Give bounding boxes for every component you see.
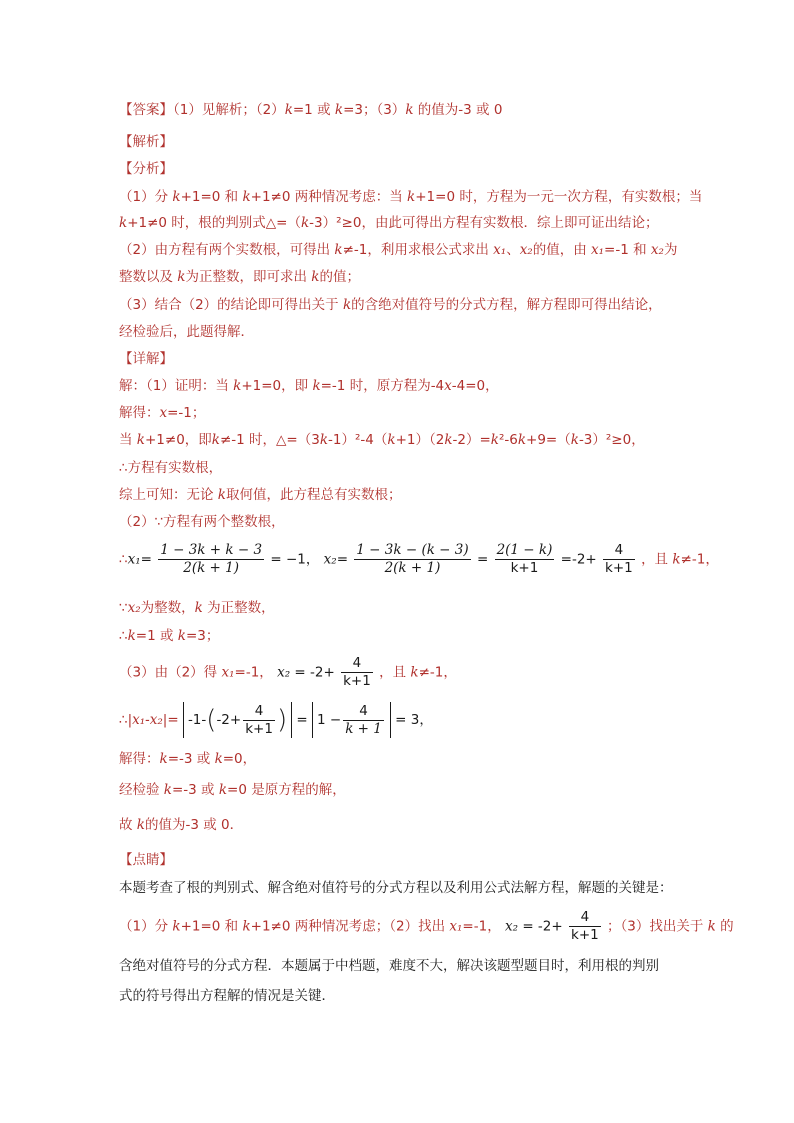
dianjing-line-2: （1）分 k+1=0 和 k+1≠0 两种情况考虑；（2）找出 x₁=-1， x₂ = -2+ $\frac{4}{k+1}$ ；（3）找出关于 k 的 bbox=[119, 909, 734, 943]
dianjing-line-3: 含绝对值符号的分式方程．本题属于中档题，难度不大，解决该题型题目时，利用根的判别 bbox=[119, 958, 659, 974]
solution-line-10: （3）由（2）得 x₁=-1， x₂ = -2+ $\frac{4}{k+1}$ ，且 k≠-1， bbox=[119, 655, 457, 689]
solution-line-4: ∴方程有实数根， bbox=[119, 460, 223, 476]
solution-line-8: ∵x₂为整数，k 为正整数， bbox=[119, 600, 275, 616]
fenxi-line-2: k+1≠0 时，根的判别式△=（k-3）²≥0，由此可得出方程有实数根．综上即可证出结论； bbox=[119, 215, 659, 231]
solution-line-6: （2）∵方程有两个整数根， bbox=[119, 514, 285, 530]
solution-line-12: 解得：k=-3 或 k=0， bbox=[119, 751, 257, 767]
dianjing-line-1: 本题考查了根的判别式、解含绝对值符号的分式方程以及利用公式法解方程，解题的关键是： bbox=[119, 880, 673, 896]
solution-line-1: 解：（1）证明：当 k+1=0，即 k=-1 时，原方程为-4x-4=0， bbox=[119, 378, 499, 394]
fenxi-line-1: （1）分 k+1=0 和 k+1≠0 两种情况考虑：当 k+1=0 时，方程为一元一次方程，有实数根；当 bbox=[119, 189, 703, 205]
fenxi-line-6: 经检验后，此题得解． bbox=[119, 324, 254, 340]
xiangjie-heading: 【详解】 bbox=[119, 351, 173, 367]
solution-line-2: 解得：x=-1； bbox=[119, 405, 206, 421]
fenxi-line-4: 整数以及 k为正整数，即可求出 k的值； bbox=[119, 269, 360, 285]
fenxi-line-5: （3）结合（2）的结论即可得出关于 k的含绝对值符号的分式方程，解方程即可得出结论， bbox=[119, 297, 662, 313]
dianjing-line-4: 式的符号得出方程解的情况是关键． bbox=[119, 988, 335, 1004]
abs-value-2: 1 − $\frac{4}{k + 1}$ bbox=[312, 702, 391, 738]
answer-label: 【答案】 bbox=[119, 102, 173, 118]
solution-line-3: 当 k+1≠0，即k≠-1 时，△=（3k-1）²-4（k+1）（2k-2）=k²-6k+9=（k-3）²≥0， bbox=[119, 432, 645, 448]
solution-line-13: 经检验 k=-3 或 k=0 是原方程的解， bbox=[119, 782, 346, 798]
abs-value-1: -1-(-2+ $\frac{4}{k+1}$ ) bbox=[183, 702, 292, 738]
fenxi-line-3: （2）由方程有两个实数根，可得出 k≠-1，利用求根公式求出 x₁、x₂的值，由 x₁=-1 和 x₂为 bbox=[119, 242, 678, 258]
solution-line-14: 故 k的值为-3 或 0． bbox=[119, 817, 244, 833]
answer-line: 【答案】（1）见解析；（2）k=1 或 k=3；（3）k 的值为-3 或 0 bbox=[119, 102, 503, 118]
analysis-heading: 【解析】 bbox=[119, 134, 173, 150]
solution-abs-equation: ∴|x₁-x₂|= -1-(-2+ $\frac{4}{k+1}$ ) = 1 − $\frac{4}{k + 1}$ = 3， bbox=[119, 702, 433, 737]
solution-line-5: 综上可知：无论 k取何值，此方程总有实数根； bbox=[119, 487, 402, 503]
dianjing-heading: 【点睛】 bbox=[119, 852, 173, 868]
fraction-x1: $\frac{1 - 3k + k - 3}{2(k + 1)}$ bbox=[160, 542, 263, 576]
fraction-4-over-k1-b: $\frac{4}{k+1}$ bbox=[343, 655, 371, 689]
fraction-x2: $\frac{1 - 3k - (k - 3)}{2(k + 1)}$ bbox=[356, 542, 469, 576]
fraction-x2-simplified: $\frac{2(1 - k)}{k+1}$ bbox=[496, 542, 553, 576]
fraction-4-over-k1-c: $\frac{4}{k+1}$ bbox=[571, 909, 599, 943]
fenxi-heading: 【分析】 bbox=[119, 161, 173, 177]
solution-formula-roots: ∴x₁= $\frac{1 - 3k + k - 3}{2(k + 1)}$ = −1， x₂= $\frac{1 - 3k - (k - 3)}{2(k + 1)}$ = $\frac{2(1 - k)}{k+1}$ =-2+ $\frac{4}{k+1}$ ，且 k≠-1， bbox=[119, 542, 719, 576]
solution-line-9: ∴k=1 或 k=3； bbox=[119, 628, 220, 644]
fraction-4-over-k1: $\frac{4}{k+1}$ bbox=[605, 542, 633, 576]
